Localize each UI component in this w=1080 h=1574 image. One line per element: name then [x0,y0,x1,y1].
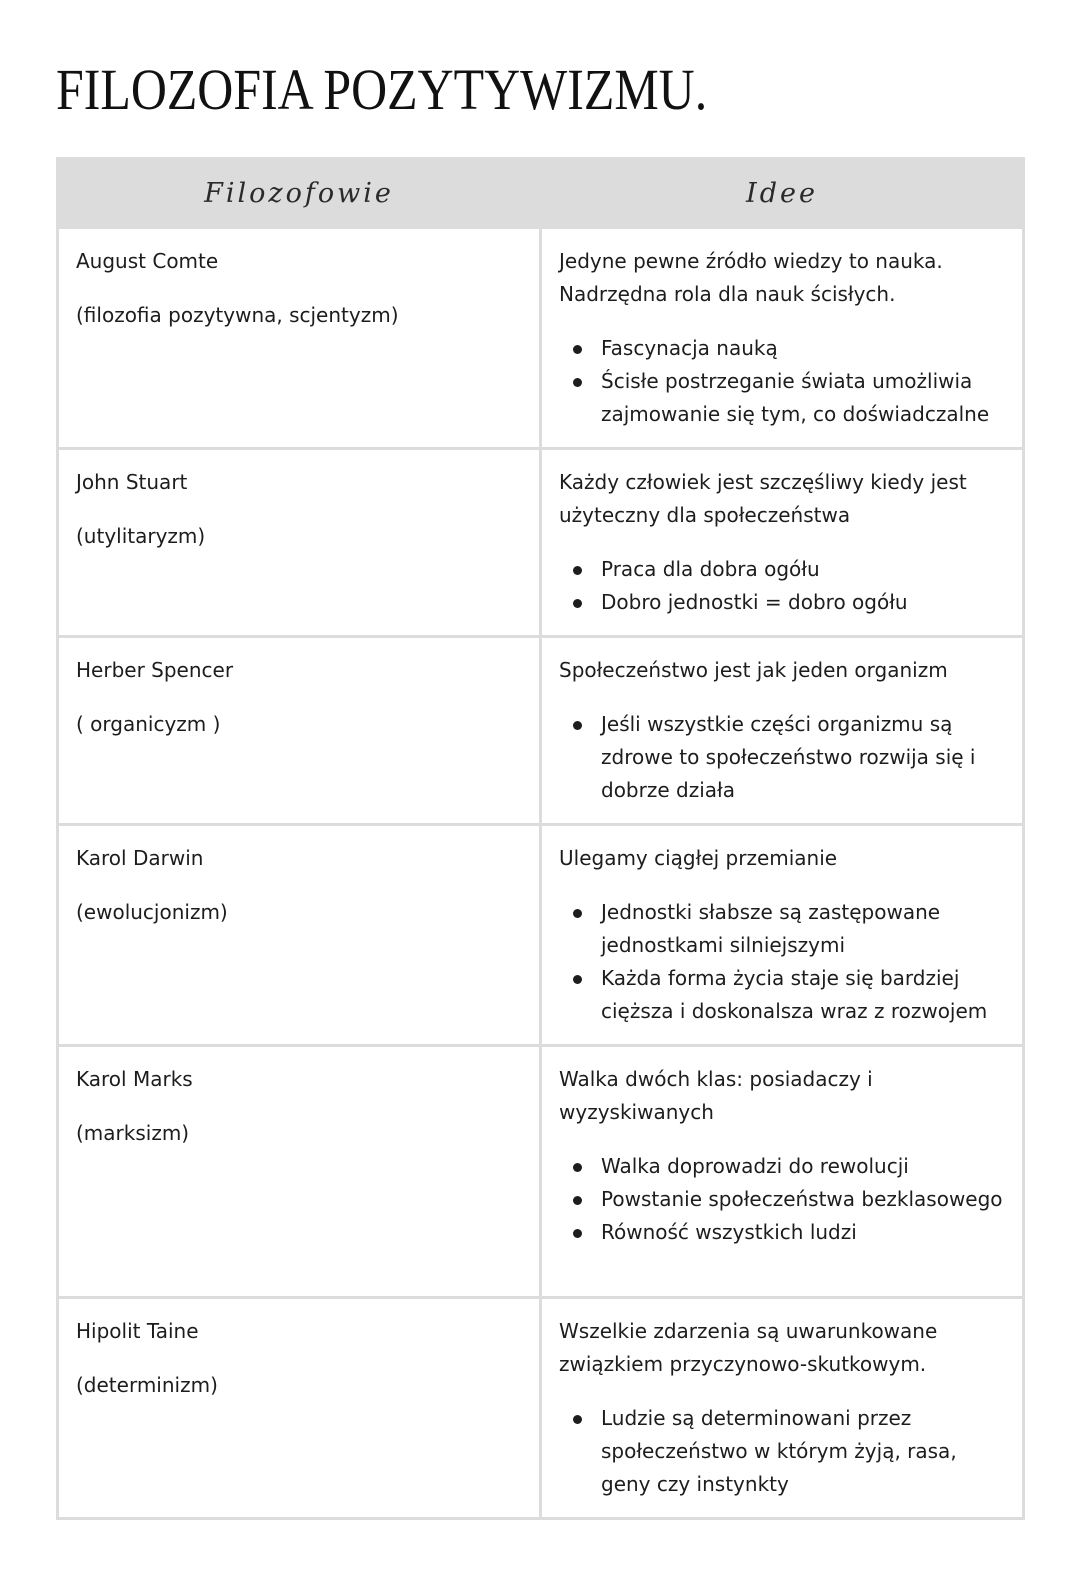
bullet-icon [573,599,582,608]
list-item-text: Każda forma życia staje się bardziej cięższa i doskonalsza wraz z rozwojem [601,966,988,1023]
list-item [601,1216,1006,1249]
list-item [601,332,1006,365]
bullet-icon [573,1229,582,1238]
list-item [601,553,1006,586]
idea-text: Społeczeństwo jest jak jeden organizm [559,658,948,682]
list-item [601,1150,1006,1183]
philosopher-name: August Comte [76,249,219,273]
list-item [601,896,1006,962]
list-item-text: Równość wszystkich ludzi [601,1220,857,1244]
idea-points-list [559,708,1006,807]
idea-text: Walka dwóch klas: posiadaczy i wyzyskiwanych [559,1067,873,1124]
bullet-icon [573,566,582,575]
philosophy-school: (marksizm) [76,1121,190,1145]
bullet-icon [573,975,582,984]
philosophy-school: (utylitaryzm) [76,524,206,548]
bullet-icon [573,909,582,918]
philosopher-cell [58,1046,541,1298]
philosopher-cell [58,449,541,637]
philosopher-cell [58,228,541,449]
table-row [58,825,1024,1046]
table-row [58,1046,1024,1298]
ideas-cell [541,1046,1024,1298]
list-item-text: Ludzie są determinowani przez społeczeństwo w którym żyją, rasa, geny czy instynkty [601,1406,957,1496]
philosophy-table [56,157,1025,1520]
idea-points-list [559,553,1006,619]
list-item [601,1402,1006,1501]
bullet-icon [573,1163,582,1172]
philosophy-school: (determinizm) [76,1373,218,1397]
philosopher-name: John Stuart [76,470,188,494]
philosopher-cell [58,1298,541,1519]
column-header-ideas: Idee [541,159,1024,228]
philosophy-school: (filozofia pozytywna, scjentyzm) [76,303,399,327]
table-row [58,449,1024,637]
list-item-text: Jednostki słabsze są zastępowane jednostkami silniejszymi [601,900,941,957]
ideas-cell [541,1298,1024,1519]
list-item [601,708,1006,807]
ideas-cell [541,228,1024,449]
column-header-philosophers: Filozofowie [58,159,541,228]
bullet-icon [573,345,582,354]
philosophy-school: ( organicyzm ) [76,712,221,736]
table-row [58,1298,1024,1519]
page-title: FILOZOFIA POZYTYWIZMU. [56,57,708,122]
table-body [58,228,1024,1519]
philosophy-school: (ewolucjonizm) [76,900,228,924]
bullet-icon [573,1415,582,1424]
philosopher-cell [58,825,541,1046]
philosopher-cell [58,637,541,825]
list-item-text: Praca dla dobra ogółu [601,557,820,581]
list-item [601,1183,1006,1216]
idea-text: Jedyne pewne źródło wiedzy to nauka. Nadrzędna rola dla nauk ścisłych. [559,249,943,306]
bullet-icon [573,721,582,730]
bullet-icon [573,378,582,387]
list-item-text: Walka doprowadzi do rewolucji [601,1154,909,1178]
ideas-cell [541,637,1024,825]
philosopher-name: Karol Marks [76,1067,193,1091]
philosopher-name: Herber Spencer [76,658,234,682]
list-item-text: Ścisłe postrzeganie świata umożliwia zajmowanie się tym, co doświadczalne [601,369,990,426]
idea-points-list [559,332,1006,431]
table-row [58,228,1024,449]
idea-points-list [559,1150,1006,1249]
philosopher-name: Karol Darwin [76,846,204,870]
list-item-text: Powstanie społeczeństwa bezklasowego [601,1187,1003,1211]
philosopher-name: Hipolit Taine [76,1319,199,1343]
list-item-text: Dobro jednostki = dobro ogółu [601,590,908,614]
table-header [58,159,1024,228]
idea-points-list [559,1402,1006,1501]
list-item-text: Jeśli wszystkie części organizmu są zdrowe to społeczeństwo rozwija się i dobrze działa [601,712,976,802]
list-item [601,586,1006,619]
idea-points-list [559,896,1006,1028]
bullet-icon [573,1196,582,1205]
ideas-cell [541,825,1024,1046]
idea-text: Ulegamy ciągłej przemianie [559,846,838,870]
list-item [601,962,1006,1028]
table-header-row [58,159,1024,228]
list-item-text: Fascynacja nauką [601,336,778,360]
idea-text: Każdy człowiek jest szczęśliwy kiedy jest użyteczny dla społeczeństwa [559,470,967,527]
list-item [601,365,1006,431]
ideas-cell [541,449,1024,637]
table-row [58,637,1024,825]
idea-text: Wszelkie zdarzenia są uwarunkowane związkiem przyczynowo-skutkowym. [559,1319,938,1376]
